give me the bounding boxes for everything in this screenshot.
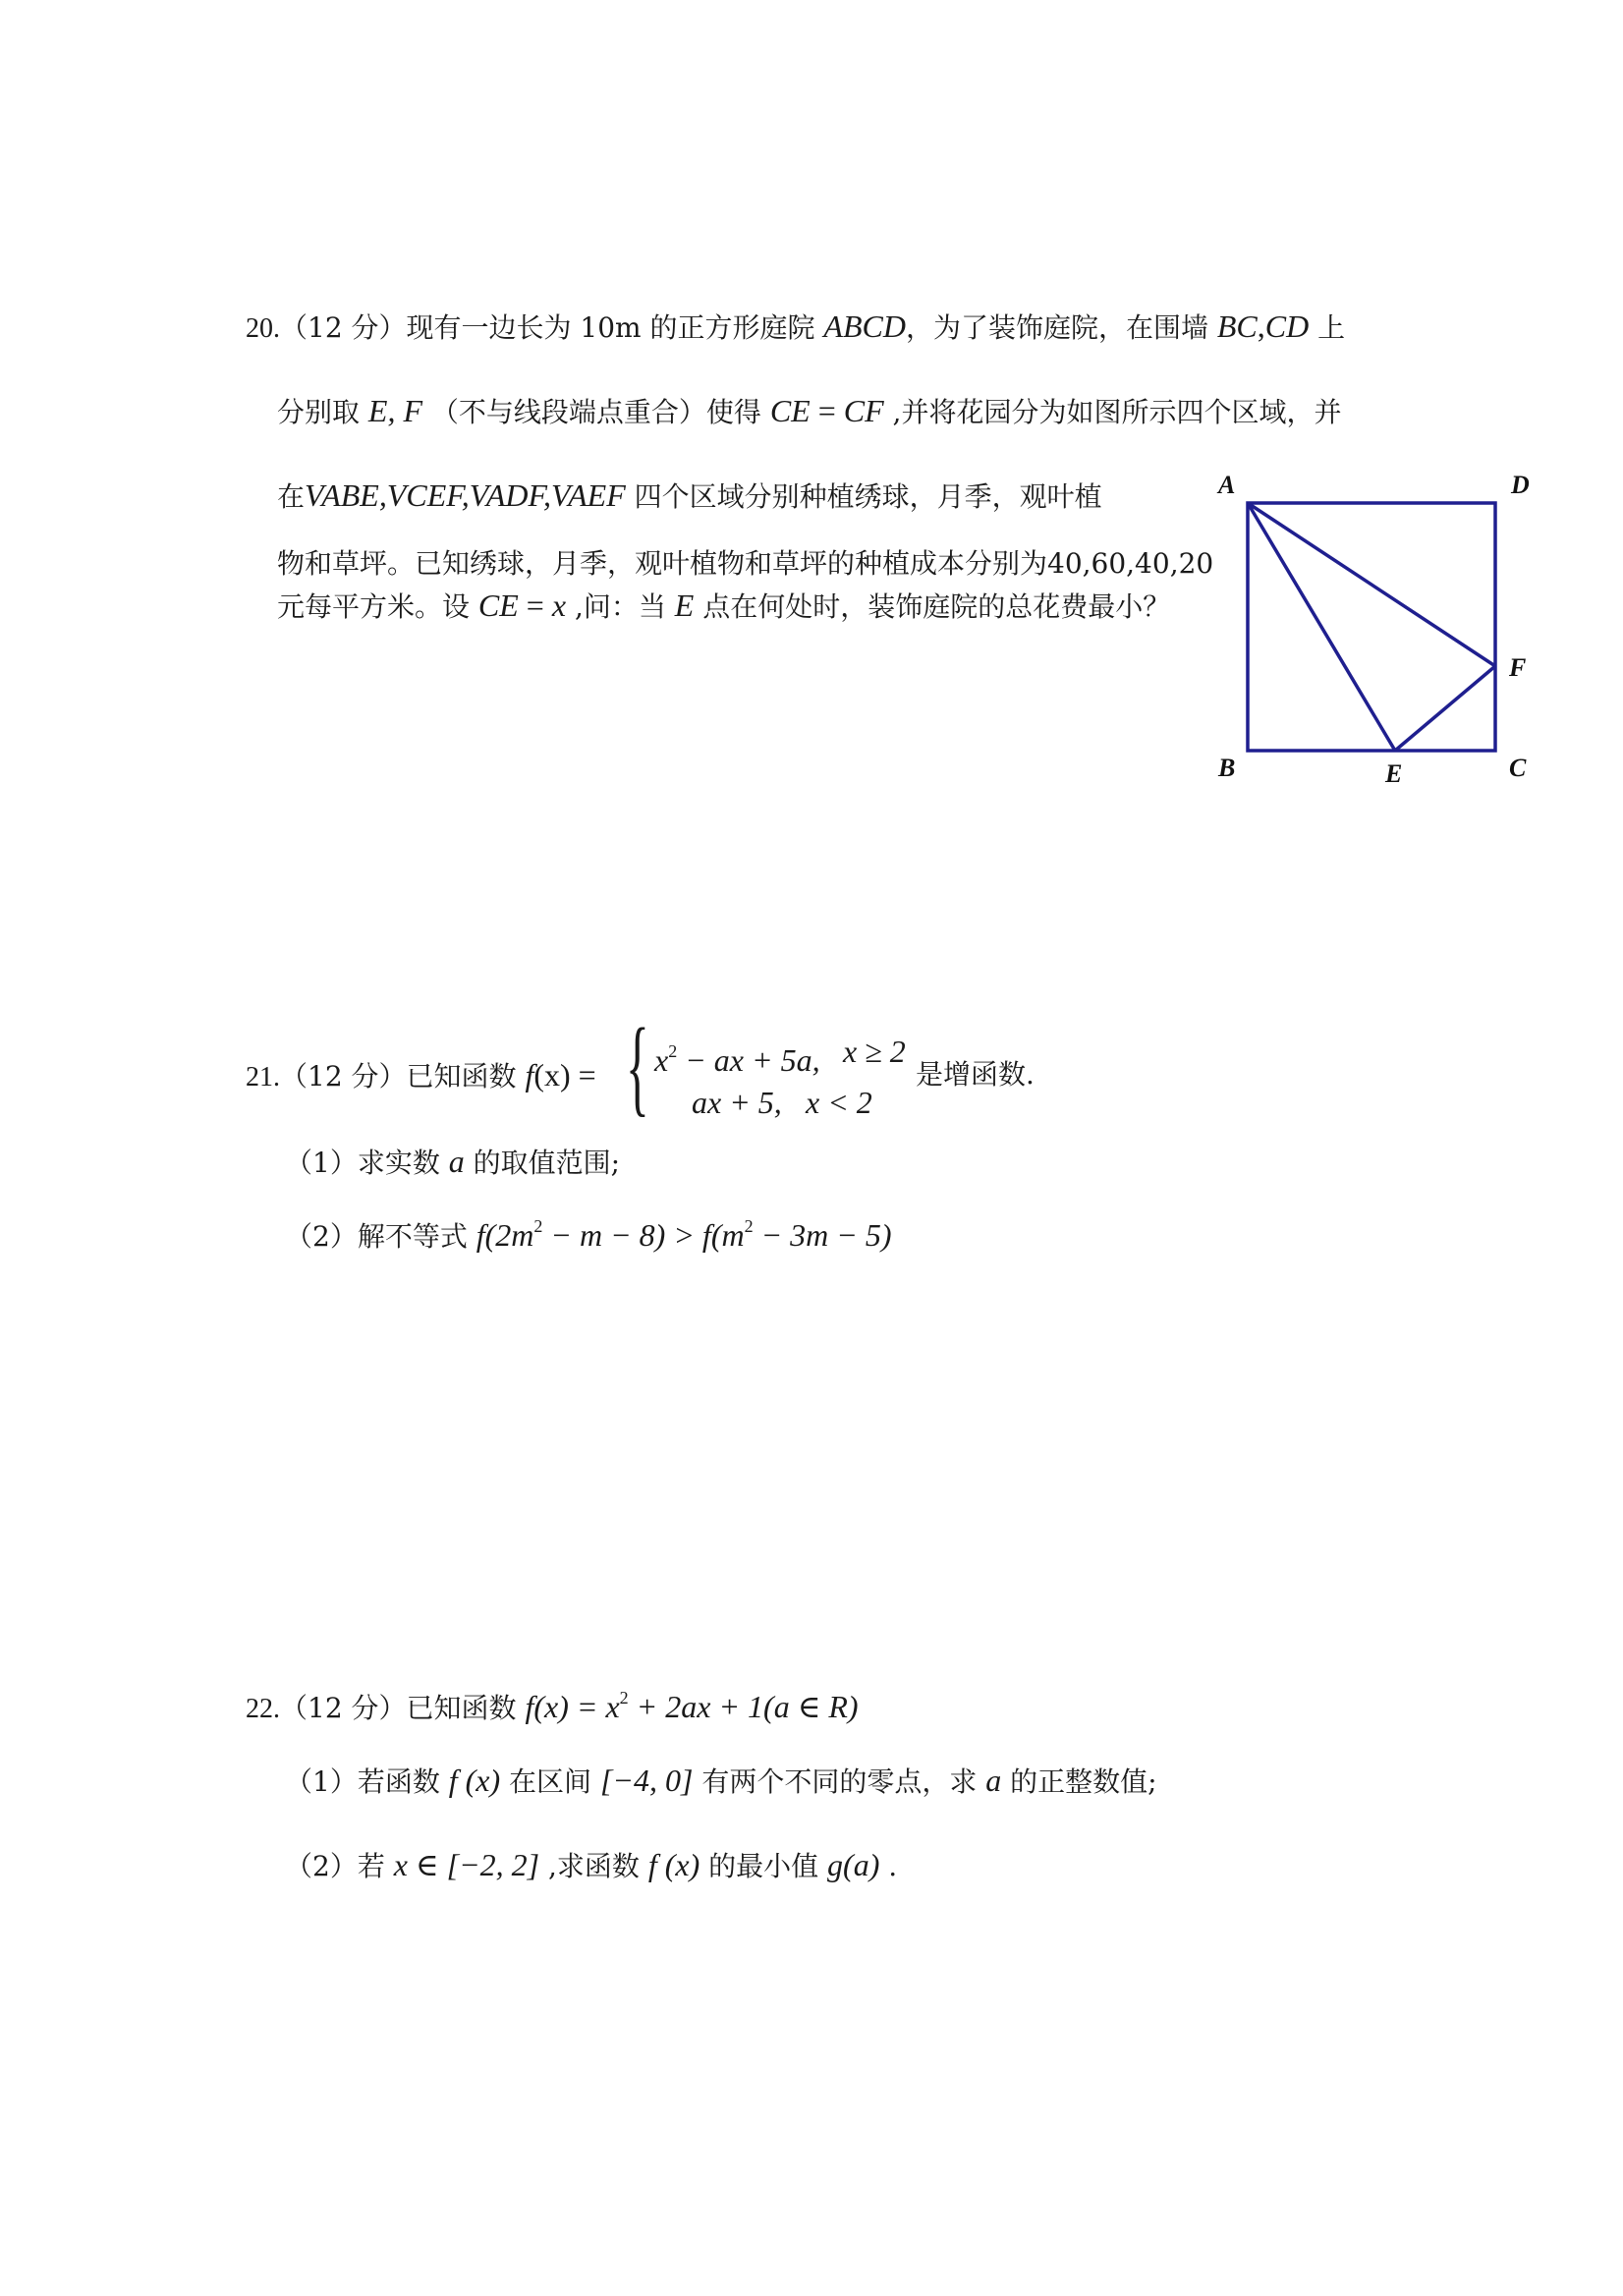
figure-lines — [1248, 503, 1495, 751]
q22-text: 在区间 — [500, 1765, 600, 1798]
piecewise-case2 — [692, 1085, 782, 1122]
q20-text: 点在何处时，装饰庭院的总花费最小？ — [694, 590, 1171, 623]
label-a: A — [1218, 471, 1236, 499]
math-sup: 2 — [619, 1688, 629, 1708]
math-f: f — [525, 1057, 534, 1092]
math-expr: (m — [710, 1217, 745, 1253]
q22-line1 — [246, 1680, 859, 1727]
math-bc: BC — [1216, 308, 1258, 344]
q20-line4 — [277, 546, 1213, 582]
math-case1-rest: − ax + 5a, — [677, 1042, 820, 1078]
math-ce: CE — [769, 393, 811, 428]
math-cd: CD — [1264, 308, 1310, 344]
math-expr: + 2ax + 1(a ∈ R) — [628, 1689, 859, 1724]
piecewise-cond1 — [843, 1034, 906, 1071]
q20-score: （12 分） — [280, 311, 407, 344]
piecewise-brace: { — [626, 1006, 649, 1126]
math-ce: CE — [477, 588, 519, 623]
q22-text: ,求函数 — [539, 1850, 648, 1882]
q20-text: 元每平方米。设 — [277, 590, 478, 623]
math-cf: CF — [843, 393, 884, 428]
math-eq: = — [810, 393, 844, 428]
q20-text: 分别取 — [277, 396, 368, 428]
q21-number: 21. — [246, 1062, 280, 1092]
q22-text: 已知函数 — [406, 1692, 526, 1724]
q21-text: 已知函数 — [406, 1060, 526, 1092]
q22-text: . — [879, 1850, 898, 1882]
q21-score: （12 分） — [280, 1060, 407, 1092]
q21-text: （2）解不等式 — [285, 1220, 476, 1253]
q20-text: ，为了装饰庭院，在围墙 — [905, 311, 1217, 344]
q20-line2 — [277, 393, 1341, 430]
math-fx-arg: (x) = — [533, 1057, 596, 1092]
math-case2: ax + 5, — [692, 1085, 782, 1120]
math-a: a — [448, 1144, 465, 1179]
q22-score: （12 分） — [280, 1692, 407, 1724]
q22-text: 的最小值 — [700, 1850, 828, 1882]
q20-text: 在 — [277, 480, 306, 513]
math-abcd: ABCD — [823, 308, 906, 344]
piecewise-case1 — [654, 1034, 820, 1080]
math-e: E — [674, 588, 695, 623]
segment-ef — [1395, 666, 1495, 751]
math-sup: 2 — [533, 1216, 543, 1236]
q20-line1 — [246, 308, 1345, 347]
math-ga: g(a) — [827, 1847, 880, 1882]
math-triangles: VABE,VCEF,VADF,VAEF — [305, 477, 626, 513]
math-interval: [−4, 0] — [599, 1763, 694, 1798]
q21-text: （1）求实数 — [285, 1147, 449, 1179]
label-b: B — [1218, 754, 1236, 782]
square-garden-figure — [1199, 462, 1552, 796]
math-expr: − m − 8) > — [542, 1217, 702, 1253]
math-f: f — [701, 1217, 711, 1253]
q20-text: ,问：当 — [566, 590, 675, 623]
q21-line1 — [246, 1057, 596, 1095]
math-sup: 2 — [744, 1216, 754, 1236]
q20-text: ,并将花园分为如图所示四个区域，并 — [883, 396, 1342, 428]
math-cond2: x < 2 — [806, 1085, 872, 1120]
q22-text: 的正整数值; — [1001, 1765, 1157, 1798]
math-f: f — [525, 1689, 534, 1724]
math-case1: x — [654, 1042, 669, 1078]
q20-text: 四个区域分别种植绣球，月季，观叶植 — [625, 480, 1102, 513]
q20-text: （不与线段端点重合）使得 — [422, 396, 770, 428]
q20-line5 — [277, 588, 1170, 625]
segment-af — [1248, 503, 1495, 666]
label-f: F — [1509, 653, 1527, 682]
q20-text: 现有一边长为 10m 的正方形庭院 — [406, 311, 824, 344]
math-domain: x ∈ [−2, 2] — [393, 1847, 540, 1882]
q21-tail — [916, 1057, 1035, 1092]
q22-text: 有两个不同的零点，求 — [693, 1765, 986, 1798]
q20-number: 20. — [246, 313, 280, 344]
q21-part2 — [285, 1208, 892, 1255]
math-expr: − 3m − 5) — [753, 1217, 892, 1253]
q21-text: 是增函数. — [916, 1058, 1035, 1091]
q22-part1 — [285, 1763, 1157, 1800]
segment-ae — [1248, 503, 1395, 751]
label-d: D — [1511, 471, 1530, 499]
math-eq: = — [518, 588, 552, 623]
piecewise-cond2 — [806, 1085, 872, 1122]
q22-part2 — [285, 1847, 897, 1884]
q20-line3 — [277, 477, 1102, 515]
q22-text: （2）若 — [285, 1850, 394, 1882]
math-ef: E, F — [367, 393, 422, 428]
label-c: C — [1509, 754, 1527, 782]
math-fx: f (x) — [647, 1847, 700, 1882]
q20-text: 上 — [1309, 311, 1346, 344]
math-fx: f (x) — [448, 1763, 501, 1798]
label-e: E — [1385, 759, 1403, 788]
math-comma: , — [1257, 308, 1265, 344]
math-cond1: x ≥ 2 — [843, 1034, 906, 1069]
math-x: x — [551, 588, 567, 623]
math-sup: 2 — [668, 1041, 678, 1061]
q21-text: 的取值范围; — [464, 1147, 621, 1179]
math-expr: (2m — [484, 1217, 534, 1253]
q21-part1 — [285, 1144, 620, 1181]
math-expr: (x) = x — [533, 1689, 620, 1724]
math-f: f — [476, 1217, 485, 1253]
math-a: a — [985, 1763, 1002, 1798]
q22-text: （1）若函数 — [285, 1765, 449, 1798]
q20-text: 物和草坪。已知绣球，月季，观叶植物和草坪的种植成本分别为40,60,40,20 — [277, 547, 1214, 580]
q22-number: 22. — [246, 1694, 280, 1724]
